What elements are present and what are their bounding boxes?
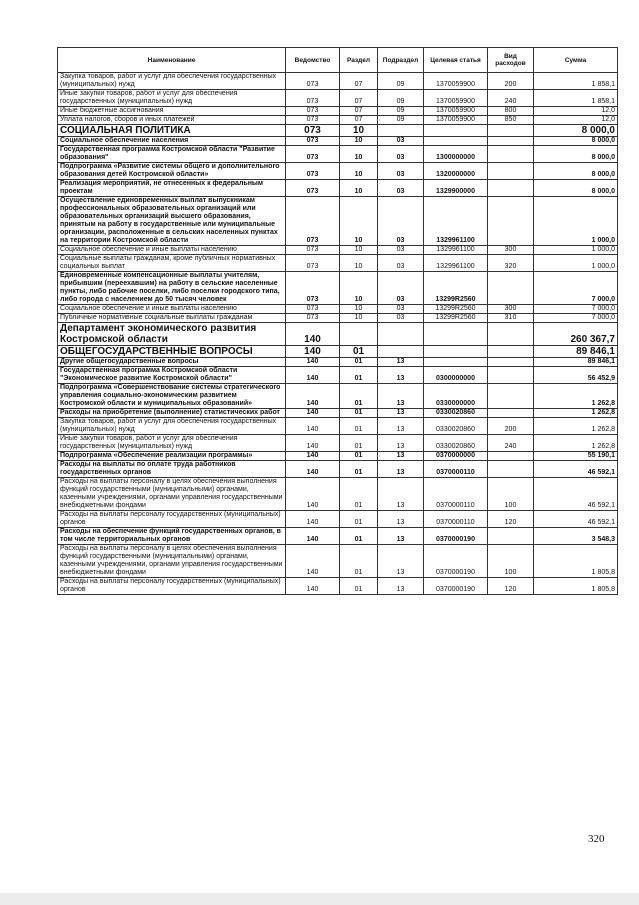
row-section: 07 <box>340 73 378 90</box>
row-section: 01 <box>340 578 378 595</box>
header-exp: Вид расходов <box>488 48 534 73</box>
table-header-row <box>58 48 618 73</box>
row-dept: 073 <box>286 305 340 314</box>
row-name: СОЦИАЛЬНАЯ ПОЛИТИКА <box>58 125 286 137</box>
table-row <box>58 346 618 358</box>
table-row <box>58 435 618 452</box>
row-target: 0370000110 <box>424 511 488 528</box>
row-subsection: 13 <box>378 452 424 461</box>
table-row <box>58 409 618 418</box>
row-dept: 140 <box>286 545 340 578</box>
row-name: Осуществление единовременных выплат выпускникам профессиональных образовательных организаций или образовательных организаций высшего образования, принятым на работу в государственные или муниципальные организации, расположенные в сельских населенных пунктах на территории Костромской области <box>58 197 286 246</box>
row-section: 01 <box>340 346 378 358</box>
table-row <box>58 461 618 478</box>
row-subsection <box>378 346 424 358</box>
row-sum: 1 262,8 <box>534 435 618 452</box>
row-sum: 46 592,1 <box>534 461 618 478</box>
row-section: 07 <box>340 116 378 125</box>
row-subsection: 03 <box>378 197 424 246</box>
row-exp: 310 <box>488 314 534 323</box>
row-dept: 073 <box>286 116 340 125</box>
row-exp <box>488 452 534 461</box>
row-subsection <box>378 125 424 137</box>
row-section: 01 <box>340 452 378 461</box>
table-row <box>58 314 618 323</box>
table-row <box>58 528 618 545</box>
row-sum: 8 000,0 <box>534 137 618 146</box>
row-subsection: 09 <box>378 73 424 90</box>
header-sum: Сумма <box>534 48 618 73</box>
row-section: 01 <box>340 409 378 418</box>
row-subsection: 13 <box>378 384 424 409</box>
row-section: 01 <box>340 545 378 578</box>
row-dept: 140 <box>286 367 340 384</box>
row-exp <box>488 125 534 137</box>
row-subsection: 13 <box>378 478 424 511</box>
row-name: Государственная программа Костромской области "Развитие образования" <box>58 146 286 163</box>
row-exp <box>488 137 534 146</box>
row-dept: 073 <box>286 107 340 116</box>
row-sum: 1 000,0 <box>534 197 618 246</box>
table-row <box>58 255 618 272</box>
row-name: Закупка товаров, работ и услуг для обеспечения государственных (муниципальных) нужд <box>58 418 286 435</box>
row-sum: 3 548,3 <box>534 528 618 545</box>
header-name: Наименование <box>58 48 286 73</box>
row-sum: 1 000,0 <box>534 246 618 255</box>
row-subsection: 03 <box>378 163 424 180</box>
row-dept: 073 <box>286 180 340 197</box>
row-target: 0330000000 <box>424 384 488 409</box>
row-sum: 7 000,0 <box>534 314 618 323</box>
row-section: 10 <box>340 180 378 197</box>
row-section: 01 <box>340 528 378 545</box>
row-target: 0330020860 <box>424 418 488 435</box>
row-dept: 140 <box>286 461 340 478</box>
row-sum: 89 846,1 <box>534 358 618 367</box>
table-row <box>58 125 618 137</box>
row-section: 01 <box>340 418 378 435</box>
row-exp <box>488 323 534 346</box>
row-exp: 850 <box>488 116 534 125</box>
row-dept: 073 <box>286 137 340 146</box>
row-sum: 1 858,1 <box>534 73 618 90</box>
table-row <box>58 452 618 461</box>
scan-bottom-strip <box>0 893 639 905</box>
row-sum: 1 262,8 <box>534 384 618 409</box>
row-section: 07 <box>340 107 378 116</box>
row-exp: 320 <box>488 255 534 272</box>
row-subsection: 09 <box>378 116 424 125</box>
row-dept: 073 <box>286 125 340 137</box>
row-section: 01 <box>340 435 378 452</box>
row-name: Государственная программа Костромской области "Экономическое развитие Костромской области" <box>58 367 286 384</box>
table-row <box>58 367 618 384</box>
row-target: 1329961100 <box>424 255 488 272</box>
row-name: Единовременные компенсационные выплаты учителям, прибывшим (переехавшим) на работу в сельские населенные пункты, либо рабочие поселки, либо поселки городского типа, либо города с населением до 50 тысяч человек <box>58 272 286 305</box>
table-row <box>58 545 618 578</box>
row-section: 10 <box>340 272 378 305</box>
row-name: Социальное обеспечение населения <box>58 137 286 146</box>
row-dept: 140 <box>286 528 340 545</box>
row-dept: 140 <box>286 435 340 452</box>
row-exp: 240 <box>488 90 534 107</box>
table-row <box>58 180 618 197</box>
table-row <box>58 197 618 246</box>
row-exp: 120 <box>488 578 534 595</box>
row-exp <box>488 367 534 384</box>
row-target: 1329961100 <box>424 197 488 246</box>
row-name: Расходы на выплаты персоналу государственных (муниципальных) органов <box>58 578 286 595</box>
row-sum: 46 592,1 <box>534 478 618 511</box>
page-number: 320 <box>588 833 605 845</box>
table-row <box>58 107 618 116</box>
row-section: 10 <box>340 125 378 137</box>
row-exp <box>488 409 534 418</box>
row-dept: 140 <box>286 409 340 418</box>
row-target: 1370059900 <box>424 107 488 116</box>
row-sum: 8 000,0 <box>534 180 618 197</box>
row-section: 01 <box>340 461 378 478</box>
row-exp: 100 <box>488 545 534 578</box>
row-subsection: 03 <box>378 146 424 163</box>
row-exp <box>488 358 534 367</box>
row-subsection: 03 <box>378 137 424 146</box>
row-exp <box>488 346 534 358</box>
table-row <box>58 384 618 409</box>
row-target: 0370000000 <box>424 452 488 461</box>
row-exp <box>488 146 534 163</box>
row-name: Расходы на приобретение (выполнение) статистических работ <box>58 409 286 418</box>
table-row <box>58 163 618 180</box>
row-name: Реализация мероприятий, не отнесенных к федеральным проектам <box>58 180 286 197</box>
row-subsection: 03 <box>378 305 424 314</box>
table-row <box>58 90 618 107</box>
row-dept: 073 <box>286 246 340 255</box>
row-name: Расходы на выплаты персоналу в целях обеспечения выполнения функций государственными (муниципальными) органами, казенными учреждениями, органами управления государственными внебюджетными фондами <box>58 478 286 511</box>
row-target: 1329961100 <box>424 246 488 255</box>
row-target <box>424 125 488 137</box>
row-dept: 140 <box>286 384 340 409</box>
row-target: 0330020860 <box>424 435 488 452</box>
row-name: Департамент экономического развития Костромской области <box>58 323 286 346</box>
row-sum: 260 367,7 <box>534 323 618 346</box>
row-subsection: 13 <box>378 409 424 418</box>
row-section <box>340 323 378 346</box>
row-exp <box>488 272 534 305</box>
row-section: 07 <box>340 90 378 107</box>
row-subsection: 13 <box>378 461 424 478</box>
row-dept: 140 <box>286 346 340 358</box>
header-subsection: Подраздел <box>378 48 424 73</box>
row-dept: 073 <box>286 255 340 272</box>
header-dept: Ведомство <box>286 48 340 73</box>
row-name: Расходы на обеспечение функций государственных органов, в том числе территориальных органов <box>58 528 286 545</box>
table-row <box>58 73 618 90</box>
row-section: 10 <box>340 137 378 146</box>
row-sum: 8 000,0 <box>534 163 618 180</box>
row-subsection: 03 <box>378 272 424 305</box>
row-name: Социальное обеспечение и иные выплаты населению <box>58 305 286 314</box>
row-sum: 8 000,0 <box>534 146 618 163</box>
row-target: 1329900000 <box>424 180 488 197</box>
row-dept: 073 <box>286 73 340 90</box>
row-dept: 073 <box>286 272 340 305</box>
row-target <box>424 358 488 367</box>
table-row <box>58 478 618 511</box>
row-section: 10 <box>340 163 378 180</box>
row-name: Уплата налогов, сборов и иных платежей <box>58 116 286 125</box>
row-exp <box>488 461 534 478</box>
row-subsection <box>378 323 424 346</box>
row-dept: 140 <box>286 478 340 511</box>
row-sum: 1 805,8 <box>534 578 618 595</box>
row-exp <box>488 528 534 545</box>
row-subsection: 03 <box>378 314 424 323</box>
row-section: 01 <box>340 511 378 528</box>
table-row <box>58 272 618 305</box>
header-target: Целевая статья <box>424 48 488 73</box>
row-dept: 140 <box>286 418 340 435</box>
row-name: Расходы на выплаты персоналу государственных (муниципальных) органов <box>58 511 286 528</box>
row-sum: 1 262,8 <box>534 418 618 435</box>
row-target: 0370000190 <box>424 578 488 595</box>
row-sum: 8 000,0 <box>534 125 618 137</box>
row-section: 10 <box>340 305 378 314</box>
table-row <box>58 137 618 146</box>
row-exp <box>488 384 534 409</box>
row-dept: 073 <box>286 163 340 180</box>
row-sum: 1 000,0 <box>534 255 618 272</box>
row-target: 1370059900 <box>424 116 488 125</box>
row-dept: 140 <box>286 511 340 528</box>
row-sum: 56 452,9 <box>534 367 618 384</box>
row-section: 01 <box>340 367 378 384</box>
row-target: 1300000000 <box>424 146 488 163</box>
row-subsection: 13 <box>378 367 424 384</box>
row-subsection: 13 <box>378 578 424 595</box>
row-target: 1320000000 <box>424 163 488 180</box>
row-target: 0370000190 <box>424 528 488 545</box>
table-row <box>58 116 618 125</box>
row-exp: 200 <box>488 73 534 90</box>
row-section: 01 <box>340 478 378 511</box>
table-row <box>58 418 618 435</box>
row-sum: 7 000,0 <box>534 305 618 314</box>
row-name: Другие общегосударственные вопросы <box>58 358 286 367</box>
row-subsection: 09 <box>378 107 424 116</box>
row-subsection: 13 <box>378 358 424 367</box>
row-sum: 12,0 <box>534 107 618 116</box>
row-subsection: 09 <box>378 90 424 107</box>
row-name: Публичные нормативные социальные выплаты гражданам <box>58 314 286 323</box>
row-target <box>424 323 488 346</box>
row-section: 10 <box>340 146 378 163</box>
row-subsection: 13 <box>378 435 424 452</box>
row-name: Социальное обеспечение и иные выплаты населению <box>58 246 286 255</box>
row-target: 0370000190 <box>424 545 488 578</box>
budget-table <box>57 47 618 595</box>
row-target: 13299R2560 <box>424 305 488 314</box>
row-exp: 240 <box>488 435 534 452</box>
row-name: Подпрограмма «Совершенствование системы стратегического управления социально-экономическим развитием Костромской области и муниципальных образований» <box>58 384 286 409</box>
row-sum: 1 805,8 <box>534 545 618 578</box>
row-dept: 140 <box>286 323 340 346</box>
row-section: 10 <box>340 246 378 255</box>
row-exp <box>488 197 534 246</box>
row-name: Иные бюджетные ассигнования <box>58 107 286 116</box>
row-name: Иные закупки товаров, работ и услуг для обеспечения государственных (муниципальных) нужд <box>58 90 286 107</box>
row-dept: 073 <box>286 197 340 246</box>
row-section: 10 <box>340 314 378 323</box>
row-dept: 140 <box>286 452 340 461</box>
row-dept: 140 <box>286 578 340 595</box>
row-target: 0370000110 <box>424 461 488 478</box>
row-section: 10 <box>340 255 378 272</box>
row-subsection: 03 <box>378 246 424 255</box>
row-name: Подпрограмма «Развитие системы общего и дополнительного образования детей Костромской области» <box>58 163 286 180</box>
row-sum: 1 858,1 <box>534 90 618 107</box>
row-exp <box>488 180 534 197</box>
row-subsection: 13 <box>378 418 424 435</box>
row-section: 01 <box>340 384 378 409</box>
row-dept: 073 <box>286 90 340 107</box>
row-target: 13299R2560 <box>424 314 488 323</box>
table-row <box>58 511 618 528</box>
row-dept: 073 <box>286 314 340 323</box>
row-exp: 800 <box>488 107 534 116</box>
row-target: 1370059900 <box>424 90 488 107</box>
header-section: Раздел <box>340 48 378 73</box>
row-target: 13299R2560 <box>424 272 488 305</box>
row-target <box>424 137 488 146</box>
row-name: Расходы на выплаты по оплате труда работников государственных органов <box>58 461 286 478</box>
row-sum: 7 000,0 <box>534 272 618 305</box>
row-name: ОБЩЕГОСУДАРСТВЕННЫЕ ВОПРОСЫ <box>58 346 286 358</box>
row-subsection: 13 <box>378 511 424 528</box>
row-exp: 100 <box>488 478 534 511</box>
row-dept: 140 <box>286 358 340 367</box>
row-target <box>424 346 488 358</box>
row-name: Социальные выплаты гражданам, кроме публичных нормативных социальных выплат <box>58 255 286 272</box>
table-row <box>58 246 618 255</box>
row-exp: 200 <box>488 418 534 435</box>
row-sum: 55 190,1 <box>534 452 618 461</box>
row-target: 0300000000 <box>424 367 488 384</box>
table-row <box>58 578 618 595</box>
row-section: 10 <box>340 197 378 246</box>
row-exp <box>488 163 534 180</box>
row-name: Расходы на выплаты персоналу в целях обеспечения выполнения функций государственными (муниципальными) органами, казенными учреждениями, органами управления государственными внебюджетными фондами <box>58 545 286 578</box>
row-name: Закупка товаров, работ и услуг для обеспечения государственных (муниципальных) нужд <box>58 73 286 90</box>
row-sum: 46 592,1 <box>534 511 618 528</box>
row-subsection: 13 <box>378 528 424 545</box>
row-subsection: 03 <box>378 255 424 272</box>
row-sum: 12,0 <box>534 116 618 125</box>
row-target: 0370000110 <box>424 478 488 511</box>
row-target: 0330020860 <box>424 409 488 418</box>
row-name: Иные закупки товаров, работ и услуг для обеспечения государственных (муниципальных) нужд <box>58 435 286 452</box>
table-row <box>58 323 618 346</box>
row-section: 01 <box>340 358 378 367</box>
row-exp: 120 <box>488 511 534 528</box>
table-row <box>58 146 618 163</box>
row-sum: 89 846,1 <box>534 346 618 358</box>
row-exp: 300 <box>488 305 534 314</box>
row-name: Подпрограмма «Обеспечение реализации программы» <box>58 452 286 461</box>
row-sum: 1 262,8 <box>534 409 618 418</box>
table-row <box>58 305 618 314</box>
row-subsection: 13 <box>378 545 424 578</box>
row-exp: 300 <box>488 246 534 255</box>
row-subsection: 03 <box>378 180 424 197</box>
budget-table-sheet <box>57 47 617 595</box>
row-dept: 073 <box>286 146 340 163</box>
table-row <box>58 358 618 367</box>
row-target: 1370059900 <box>424 73 488 90</box>
